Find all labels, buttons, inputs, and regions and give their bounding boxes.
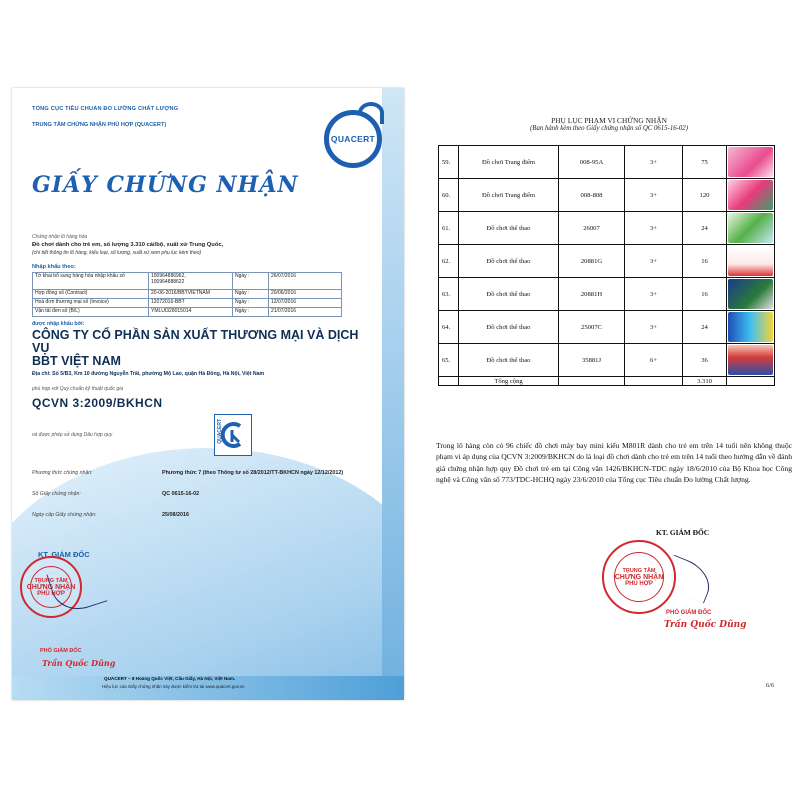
footer-address: QUACERT – 8 Hoàng Quốc Việt, Cầu Giấy, Hà Nội, Việt Nam.	[104, 676, 236, 681]
import-documents-table	[32, 272, 342, 317]
age-group: 3+	[625, 212, 683, 245]
appendix-subtitle: (Ban hành kèm theo Giấy chứng nhận số QC 0615-16-02)	[530, 125, 688, 132]
issuing-organization	[32, 106, 376, 128]
certificate-page	[12, 88, 404, 700]
product-image-cell	[727, 179, 775, 212]
certificate-title: GIẤY CHỨNG NHẬN	[32, 172, 299, 198]
issue-date-row	[32, 510, 376, 531]
total-spacer	[439, 377, 459, 386]
row-number: 61.	[439, 212, 459, 245]
table-row	[33, 299, 342, 308]
table-row	[33, 273, 342, 290]
goods-description: Đồ chơi dành cho trẻ em, số lượng 3.310 cái/bộ, xuất xứ Trung Quốc,	[32, 242, 224, 248]
product-code: 35881J	[559, 344, 625, 377]
total-spacer	[727, 377, 775, 386]
products-table	[438, 145, 775, 386]
conformity-mark-row	[32, 414, 376, 458]
product-image	[728, 279, 773, 309]
product-name: Đồ chơi thể thao	[459, 245, 559, 278]
standard-code: QCVN 3:2009/BKHCN	[32, 396, 163, 410]
products-table-body	[439, 146, 775, 377]
doc-value-line: 100964886962,	[151, 273, 186, 279]
page-number: 6/6	[766, 682, 775, 689]
product-name: Đồ chơi thể thao	[459, 344, 559, 377]
product-name: Đồ chơi thể thao	[459, 212, 559, 245]
doc-date: 20/06/2016	[269, 290, 342, 299]
quantity: 75	[683, 146, 727, 179]
doc-date-label: Ngày :	[233, 290, 269, 299]
seal-line-1: TRUNG TÂM	[34, 577, 68, 584]
quantity: 24	[683, 311, 727, 344]
product-image-cell	[727, 146, 775, 179]
row-number: 63.	[439, 278, 459, 311]
appendix-note: Trong lô hàng còn có 96 chiếc đồ chơi máy bay mini kiểu M801R dành cho trẻ em trên 14 tuổi nên không thuộc phạm vi áp dụng của QCVN 3:2009/BKHCN do là loại đồ chơi dành cho trẻ em trên 14 tuổi theo hướng dẫn về đánh giá chứng nhận hợp quy Đồ chơi trẻ em tại Công văn 1426/BKHCN-TDC ngày 18/6/2010 của Bộ Khoa học Công nghệ và Công văn số 773/TDC-HCHQ ngày 23/6/2010 của Tổng cục Tiêu chuẩn Đo lường Chất lượng.	[436, 441, 792, 484]
total-row	[439, 377, 775, 386]
mark-text: QUACERT	[217, 419, 223, 444]
product-image	[728, 246, 773, 276]
seal-line-1: TRUNG TÂM	[622, 567, 656, 574]
doc-value-line-2: 100964888622	[151, 279, 185, 285]
age-group: 3+	[625, 146, 683, 179]
org-line-2: TRUNG TÂM CHỨNG NHẬN PHÙ HỢP (QUACERT)	[32, 122, 167, 128]
doc-date-label: Ngày :	[233, 308, 269, 317]
cr-mark-icon	[220, 420, 246, 450]
doc-value: 20-06-2016/BBTVIETNAM	[149, 290, 233, 299]
total-label: Tổng cộng	[459, 377, 559, 386]
total-spacer	[625, 377, 683, 386]
director-title: KT. GIÁM ĐỐC	[38, 550, 90, 559]
product-name: Đồ chơi Trang điểm	[459, 146, 559, 179]
company-line-2: BBT VIỆT NAM	[32, 354, 121, 368]
table-row	[439, 212, 775, 245]
table-row	[439, 179, 775, 212]
table-row	[439, 278, 775, 311]
product-image-cell	[727, 278, 775, 311]
number-label: Số Giấy chứng nhận:	[32, 491, 81, 497]
importer-label: được nhập khẩu bởi:	[32, 321, 85, 327]
table-row	[33, 308, 342, 317]
product-code: 20881G	[559, 245, 625, 278]
row-number: 59.	[439, 146, 459, 179]
seal-line-2: CHỨNG NHẬN	[614, 573, 664, 581]
seal-line-3: PHÙ HỢP	[37, 590, 65, 597]
appendix-title: PHỤ LỤC PHẠM VI CHỨNG NHẬN	[551, 116, 667, 125]
quantity: 24	[683, 212, 727, 245]
footer-verify-note: Hiệu lực của Giấy chứng nhận này được kiểm tra tại www.quacert.gov.vn	[102, 684, 245, 689]
conformity-mark	[214, 414, 252, 456]
doc-value	[149, 273, 233, 290]
quantity: 16	[683, 245, 727, 278]
age-group: 3+	[625, 278, 683, 311]
quantity: 16	[683, 278, 727, 311]
table-row	[439, 311, 775, 344]
company-name	[32, 329, 376, 368]
seal-line-2: CHỨNG NHẬN	[26, 583, 76, 591]
certificate-number-row	[32, 489, 376, 510]
doc-date: 26/07/2016	[269, 273, 342, 290]
product-code: 20881H	[559, 278, 625, 311]
logo-text: QUACERT	[330, 134, 376, 144]
product-code: 25007C	[559, 311, 625, 344]
age-group: 6+	[625, 344, 683, 377]
product-code: 26007	[559, 212, 625, 245]
product-image-cell	[727, 212, 775, 245]
goods-label: Chứng nhận lô hàng hóa	[32, 234, 88, 240]
product-image-cell	[727, 311, 775, 344]
seal-line-3: PHÙ HỢP	[625, 580, 653, 587]
doc-label: Hợp đồng số (Contract)	[33, 290, 149, 299]
org-line-1: TỔNG CỤC TIÊU CHUẨN ĐO LƯỜNG CHẤT LƯỢNG	[32, 106, 179, 112]
product-image	[728, 180, 773, 210]
age-group: 3+	[625, 179, 683, 212]
doc-label: Tờ khai bổ sung hàng hóa nhập khẩu số	[33, 273, 149, 290]
company-address: Địa chỉ: Số 5/B3, Km 10 đường Nguyễn Trãi, phường Mộ Lao, quận Hà Đông, Hà Nội, Việt Nam	[32, 371, 265, 377]
table-row	[439, 245, 775, 278]
total-value: 3.310	[683, 377, 727, 386]
product-name: Đồ chơi thể thao	[459, 311, 559, 344]
signer-name: Trần Quốc Dũng	[42, 658, 116, 668]
row-number: 64.	[439, 311, 459, 344]
doc-date-label: Ngày :	[233, 273, 269, 290]
doc-date: 12/07/2016	[269, 299, 342, 308]
product-code: 008-95A	[559, 146, 625, 179]
product-image	[728, 147, 773, 177]
total-spacer	[559, 377, 625, 386]
method-value: Phương thức 7 (theo Thông tư số 28/2012/TT-BKHCN ngày 12/12/2012)	[162, 470, 344, 476]
table-row	[439, 146, 775, 179]
mark-label: và được phép sử dụng Dấu hợp quy	[32, 432, 113, 438]
product-image-cell	[727, 344, 775, 377]
director-title: KT. GIÁM ĐỐC	[656, 528, 710, 537]
age-group: 3+	[625, 311, 683, 344]
method-row	[32, 468, 376, 489]
row-number: 62.	[439, 245, 459, 278]
product-image	[728, 312, 773, 342]
product-code: 008-808	[559, 179, 625, 212]
row-number: 60.	[439, 179, 459, 212]
method-label: Phương thức chứng nhận:	[32, 470, 93, 476]
standard-label: phù hợp với Quy chuẩn kỹ thuật quốc gia	[32, 386, 124, 392]
quantity: 36	[683, 344, 727, 377]
doc-date-label: Ngày :	[233, 299, 269, 308]
doc-label: Hoá đơn thương mại số (Invoice)	[33, 299, 149, 308]
product-name: Đồ chơi Trang điểm	[459, 179, 559, 212]
doc-value: 12072016-BBT	[149, 299, 233, 308]
age-group: 3+	[625, 245, 683, 278]
deputy-title: PHÓ GIÁM ĐỐC	[40, 648, 82, 654]
seal-ring	[614, 552, 664, 602]
table-row	[33, 290, 342, 299]
signer-name: Trần Quốc Dũng	[664, 620, 747, 630]
row-number: 65.	[439, 344, 459, 377]
import-label: Nhập khẩu theo:	[32, 264, 76, 270]
goods-note: (chi tiết thông tin lô hàng, kiểu loại, số lượng, xuất xứ xem phụ lục kèm theo)	[32, 250, 202, 256]
product-name: Đồ chơi thể thao	[459, 278, 559, 311]
doc-value: YMLUI328015014	[149, 308, 233, 317]
deputy-title: PHÓ GIÁM ĐỐC	[666, 610, 712, 616]
product-image	[728, 213, 773, 243]
issue-value: 25/08/2016	[162, 512, 189, 518]
doc-date: 21/07/2016	[269, 308, 342, 317]
product-image-cell	[727, 245, 775, 278]
doc-label: Vận tải đơn số (B/L)	[33, 308, 149, 317]
issue-label: Ngày cấp Giấy chứng nhận:	[32, 512, 97, 518]
quantity: 120	[683, 179, 727, 212]
appendix-page	[418, 88, 800, 700]
product-image	[728, 345, 773, 375]
company-line-1: CÔNG TY CỔ PHẦN SẢN XUẤT THƯƠNG MẠI VÀ DỊCH VỤ	[32, 328, 359, 355]
number-value: QC 0615-16-02	[162, 491, 200, 497]
table-row	[439, 344, 775, 377]
